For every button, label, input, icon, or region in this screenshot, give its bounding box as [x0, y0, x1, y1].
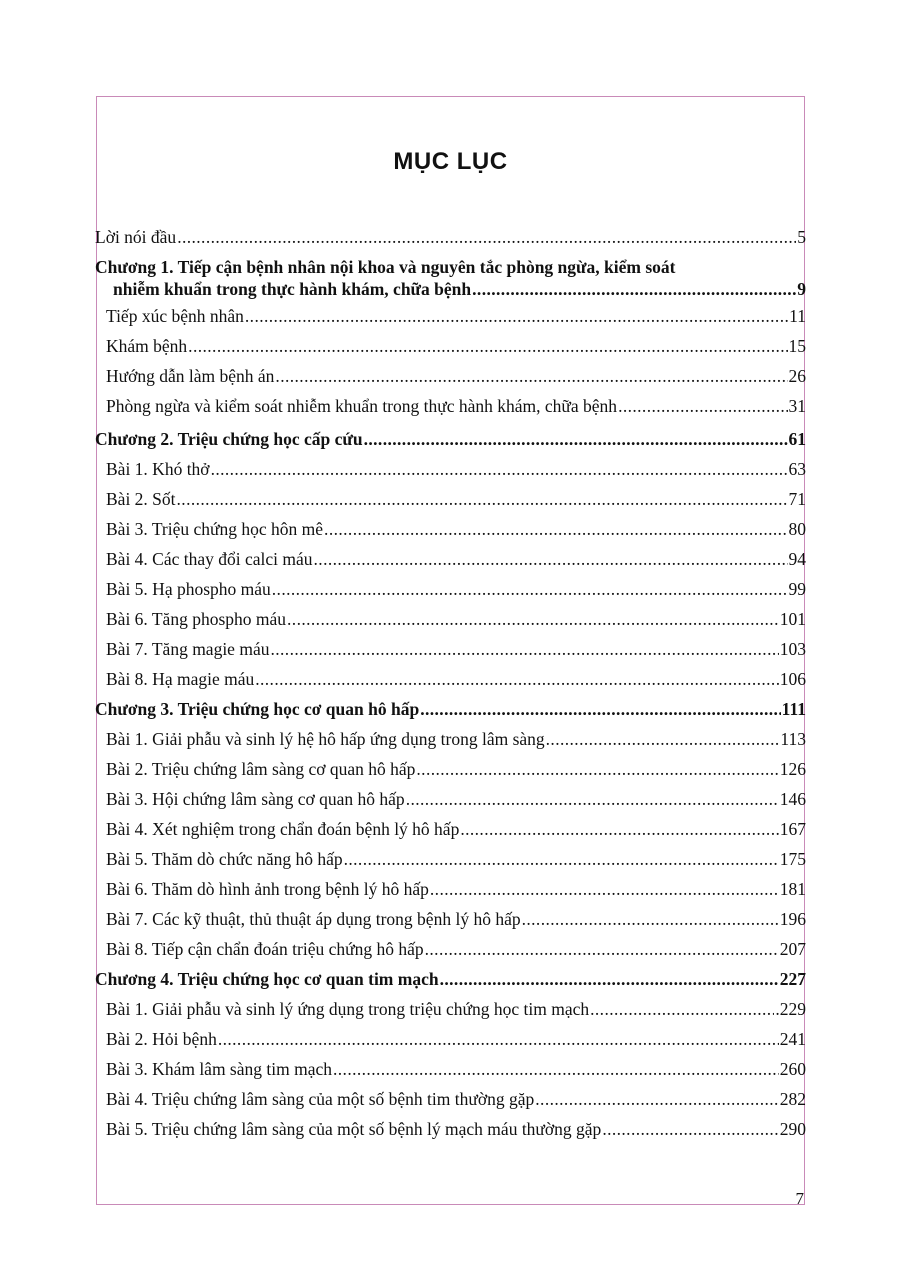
dot-leader — [211, 458, 788, 480]
chapter-3-items — [95, 728, 806, 968]
toc-chapter-heading[interactable] — [95, 968, 806, 998]
toc-entry-item[interactable] — [95, 998, 806, 1028]
dot-leader — [546, 728, 780, 750]
toc-entry-page: 181 — [779, 879, 806, 899]
toc-entry-page: 111 — [781, 699, 806, 719]
toc-entry-label: Bài 5. Thăm dò chức năng hô hấp — [106, 849, 343, 869]
dot-leader — [364, 428, 788, 450]
toc-entry-label: Khám bệnh — [106, 336, 188, 356]
toc-chapter-3[interactable] — [95, 698, 806, 728]
chapter-title-line-2 — [95, 278, 806, 300]
toc-chapter-1[interactable] — [95, 256, 806, 300]
toc-entry-label: Bài 1. Khó thở — [106, 459, 210, 479]
toc-entry-page: 227 — [779, 969, 806, 989]
toc-entry-page: 99 — [788, 579, 806, 599]
chapter-title-line-1: Chương 1. Tiếp cận bệnh nhân nội khoa và nguyên tắc phòng ngừa, kiểm soát — [95, 257, 676, 277]
page-title: MỤC LỤC — [393, 148, 508, 175]
toc-entry-page: 31 — [788, 396, 806, 416]
dot-leader — [255, 668, 779, 690]
toc-entry-label: Bài 4. Xét nghiệm trong chẩn đoán bệnh lý hô hấp — [106, 819, 460, 839]
toc-entry-label: Bài 4. Các thay đổi calci máu — [106, 549, 313, 569]
toc-entry-item[interactable] — [95, 788, 806, 818]
dot-leader — [425, 938, 779, 960]
toc-entry-item[interactable] — [95, 1118, 806, 1148]
toc-entry-item[interactable] — [95, 1088, 806, 1118]
toc-entry-item[interactable] — [95, 365, 806, 395]
dot-leader — [472, 278, 796, 300]
toc-entry-item[interactable] — [95, 458, 806, 488]
toc-entry-item[interactable] — [95, 488, 806, 518]
toc-entry-label: Bài 2. Sốt — [106, 489, 176, 509]
toc-entry-page: 15 — [788, 336, 806, 356]
toc-entry-item[interactable] — [95, 578, 806, 608]
dot-leader — [314, 548, 788, 570]
toc-entry-item[interactable] — [95, 878, 806, 908]
toc-entry-label: Bài 3. Triệu chứng học hôn mê — [106, 519, 324, 539]
dot-leader — [440, 968, 779, 990]
toc-entry-label: Bài 4. Triệu chứng lâm sàng của một số bệnh tim thường gặp — [106, 1089, 535, 1109]
dot-leader — [272, 578, 788, 600]
dot-leader — [177, 488, 788, 510]
dot-leader — [324, 518, 787, 540]
dot-leader — [270, 638, 778, 660]
toc-entry-label: Phòng ngừa và kiểm soát nhiễm khuẩn trong thực hành khám, chữa bệnh — [106, 396, 618, 416]
toc-entry-page: 175 — [779, 849, 806, 869]
toc-entry-item[interactable] — [95, 818, 806, 848]
toc-entry-label: Chương 3. Triệu chứng học cơ quan hô hấp — [95, 699, 420, 719]
dot-leader — [275, 365, 787, 387]
toc-entry-label: Bài 7. Tăng magie máu — [106, 639, 270, 659]
toc-chapter-4[interactable] — [95, 968, 806, 998]
chapter-2-items — [95, 458, 806, 698]
toc-entry-label: Hướng dẫn làm bệnh án — [106, 366, 275, 386]
toc-entry-item[interactable] — [95, 848, 806, 878]
toc-entry-item[interactable] — [95, 395, 806, 428]
toc-entry-item[interactable] — [95, 908, 806, 938]
toc-entry-page: .229 — [775, 999, 806, 1019]
toc-chapter-heading[interactable] — [95, 428, 806, 458]
toc-entry-item[interactable] — [95, 938, 806, 968]
toc-entry-page: 94 — [788, 549, 806, 569]
toc-entry-item[interactable] — [95, 305, 806, 335]
toc-entry-label: Lời nói đầu — [95, 227, 177, 247]
toc-entry-label: Bài 6. Thăm dò hình ảnh trong bệnh lý hô hấp — [106, 879, 429, 899]
toc-entry-page: 80 — [788, 519, 806, 539]
dot-leader — [333, 1058, 779, 1080]
toc-entry-page: 196 — [779, 909, 806, 929]
dot-leader — [420, 698, 780, 720]
toc-entry-label: Bài 5. Triệu chứng lâm sàng của một số bệnh lý mạch máu thường gặp — [106, 1119, 602, 1139]
toc-entry-preface[interactable] — [95, 226, 806, 251]
toc-entry-page: 282 — [779, 1089, 806, 1109]
toc-entry-label: Bài 1. Giải phẫu và sinh lý hệ hô hấp ứng dụng trong lâm sàng — [106, 729, 545, 749]
dot-leader — [618, 395, 787, 417]
toc-entry-label: Bài 8. Hạ magie máu — [106, 669, 255, 689]
toc-entry-page: 290 — [779, 1119, 806, 1139]
toc-entry-page: 26 — [788, 366, 806, 386]
toc-entry-label: Chương 4. Triệu chứng học cơ quan tim mạch — [95, 969, 439, 989]
dot-leader — [188, 335, 787, 357]
toc-entry-item[interactable] — [95, 518, 806, 548]
dot-leader — [287, 608, 779, 630]
chapter-1-items — [95, 305, 806, 428]
dot-leader — [177, 226, 796, 248]
toc-entry-page: 241 — [779, 1029, 806, 1049]
toc-entry-item[interactable] — [95, 335, 806, 365]
dot-leader — [522, 908, 779, 930]
toc-entry-item[interactable] — [95, 638, 806, 668]
chapter-4-items — [95, 998, 806, 1148]
toc-entry-page: 71 — [788, 489, 806, 509]
toc-entry-label: Bài 7. Các kỹ thuật, thủ thuật áp dụng trong bệnh lý hô hấp — [106, 909, 521, 929]
toc-entry-label: Bài 2. Hỏi bệnh — [106, 1029, 217, 1049]
toc-entry-page: 103 — [779, 639, 806, 659]
dot-leader — [460, 818, 778, 840]
toc-entry-item[interactable] — [95, 728, 806, 758]
dot-leader — [602, 1118, 778, 1140]
toc-entry-label: nhiễm khuẩn trong thực hành khám, chữa bệnh — [113, 279, 472, 299]
toc-entry-page: 260 — [779, 1059, 806, 1079]
toc-entry-label: Bài 3. Hội chứng lâm sàng cơ quan hô hấp — [106, 789, 405, 809]
dot-leader — [416, 758, 778, 780]
toc-entry-item[interactable] — [95, 668, 806, 698]
toc-entry-label: Bài 6. Tăng phospho máu — [106, 609, 287, 629]
dot-leader — [430, 878, 779, 900]
toc-entry-label: Bài 8. Tiếp cận chẩn đoán triệu chứng hô hấp — [106, 939, 424, 959]
toc-entry-label: Bài 5. Hạ phospho máu — [106, 579, 271, 599]
toc-entry-page: 63 — [788, 459, 806, 479]
dot-leader — [590, 998, 774, 1020]
toc-entry-page: 146 — [779, 789, 806, 809]
toc-chapter-2[interactable] — [95, 428, 806, 458]
table-of-contents — [95, 226, 806, 1148]
toc-entry-item[interactable] — [95, 548, 806, 578]
dot-leader — [245, 305, 788, 327]
toc-entry-page: 61 — [788, 429, 806, 449]
toc-entry-page: 113 — [780, 729, 806, 749]
toc-entry-page: 5 — [797, 227, 806, 247]
toc-entry-page: 11 — [789, 306, 806, 326]
toc-entry-label: Chương 2. Triệu chứng học cấp cứu — [95, 429, 363, 449]
toc-entry-page: 167 — [779, 819, 806, 839]
dot-leader — [218, 1028, 779, 1050]
toc-entry-item[interactable] — [95, 608, 806, 638]
dot-leader — [406, 788, 779, 810]
dot-leader — [344, 848, 779, 870]
dot-leader — [535, 1088, 778, 1110]
toc-entry-label: Tiếp xúc bệnh nhân — [106, 306, 244, 326]
toc-entry-page: 126 — [779, 759, 806, 779]
toc-entry-label: Bài 3. Khám lâm sàng tim mạch — [106, 1059, 332, 1079]
toc-entry-item[interactable] — [95, 1058, 806, 1088]
toc-entry-page: 9 — [797, 279, 806, 299]
toc-entry-page: 106 — [779, 669, 806, 689]
toc-entry-label: Bài 2. Triệu chứng lâm sàng cơ quan hô hấp — [106, 759, 416, 779]
toc-entry-page: 207 — [779, 939, 806, 959]
toc-entry-label: Bài 1. Giải phẫu và sinh lý ứng dụng trong triệu chứng học tim mạch — [106, 999, 590, 1019]
toc-entry-page: 101 — [779, 609, 806, 629]
toc-entry-item[interactable] — [95, 758, 806, 788]
toc-chapter-heading[interactable] — [95, 698, 806, 728]
toc-entry-item[interactable] — [95, 1028, 806, 1058]
page-number: 7 — [795, 1189, 804, 1208]
